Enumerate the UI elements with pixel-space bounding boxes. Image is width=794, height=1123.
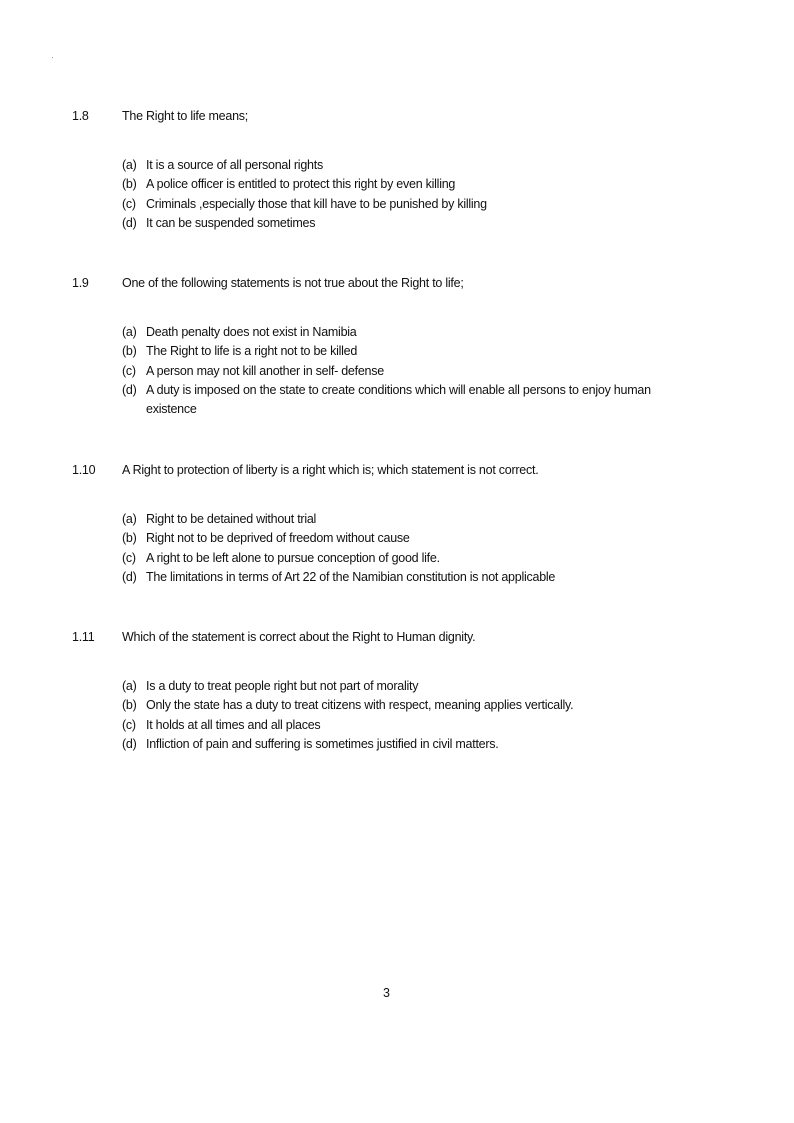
option-text: Criminals ,especially those that kill have to be punished by killing	[146, 196, 487, 211]
option-text: Right to be detained without trial	[146, 512, 317, 526]
page-number: 3	[383, 986, 390, 1000]
option	[122, 510, 702, 529]
option-text: It holds at all times and all places	[146, 717, 321, 732]
option	[122, 362, 702, 381]
option-label: (c)	[122, 550, 136, 565]
option	[122, 214, 702, 233]
option-text: It can be suspended sometimes	[146, 215, 316, 230]
option-label: (c)	[122, 196, 136, 211]
option-text: Is a duty to treat people right but not part of morality	[146, 679, 419, 693]
question-number: 1.8	[72, 109, 89, 123]
question-number: 1.9	[72, 276, 89, 290]
option-text: Right not to be deprived of freedom without cause	[146, 531, 410, 546]
option-text: Only the state has a duty to treat citizens with respect, meaning applies vertically.	[146, 698, 574, 713]
option	[122, 549, 702, 568]
option	[122, 175, 702, 194]
option-text: It is a source of all personal rights	[146, 158, 323, 172]
question-text: Which of the statement is correct about the Right to Human dignity.	[122, 630, 476, 644]
option-text: A police officer is entitled to protect this right by even killing	[146, 177, 456, 192]
option-label: (b)	[122, 344, 137, 359]
question-number: 1.10	[72, 463, 96, 477]
option-text: Infliction of pain and suffering is sometimes justified in civil matters.	[146, 736, 499, 751]
question-number: 1.11	[72, 630, 95, 644]
option	[122, 156, 702, 175]
option-label: (d)	[122, 569, 137, 584]
option	[122, 342, 702, 361]
option-label: (d)	[122, 215, 137, 230]
option-text: A person may not kill another in self- defense	[146, 363, 384, 378]
option	[122, 716, 702, 735]
scan-speck	[52, 57, 53, 58]
option-label: (a)	[122, 158, 137, 172]
option-label: (a)	[122, 325, 137, 339]
option-text: The limitations in terms of Art 22 of the Namibian constitution is not applicable	[146, 569, 556, 584]
option-text: A right to be left alone to pursue conception of good life.	[146, 550, 440, 565]
question-text: One of the following statements is not true about the Right to life;	[122, 276, 464, 290]
option	[122, 323, 702, 342]
option	[122, 696, 702, 715]
option	[122, 195, 702, 214]
option-label: (a)	[122, 679, 137, 693]
option-label: (b)	[122, 698, 137, 713]
option-text: Death penalty does not exist in Namibia	[146, 325, 357, 339]
option-label: (b)	[122, 177, 137, 192]
options-list	[122, 156, 702, 233]
option	[122, 735, 702, 754]
option-text: A duty is imposed on the state to create conditions which will enable all persons to enjoy human existence	[146, 382, 651, 417]
question-text: A Right to protection of liberty is a right which is; which statement is not correct.	[122, 463, 539, 477]
question-text: The Right to life means;	[122, 109, 249, 123]
option-label: (d)	[122, 736, 137, 751]
options-list	[122, 323, 702, 419]
option-label: (a)	[122, 512, 137, 526]
option	[122, 677, 702, 696]
option-label: (b)	[122, 531, 137, 546]
option-label: (d)	[122, 382, 137, 397]
option	[122, 568, 702, 587]
option	[122, 381, 686, 420]
option-label: (c)	[122, 717, 136, 732]
options-list	[122, 510, 702, 587]
option-label: (c)	[122, 363, 136, 378]
option-text: The Right to life is a right not to be killed	[146, 344, 358, 359]
option	[122, 529, 702, 548]
options-list	[122, 677, 702, 754]
